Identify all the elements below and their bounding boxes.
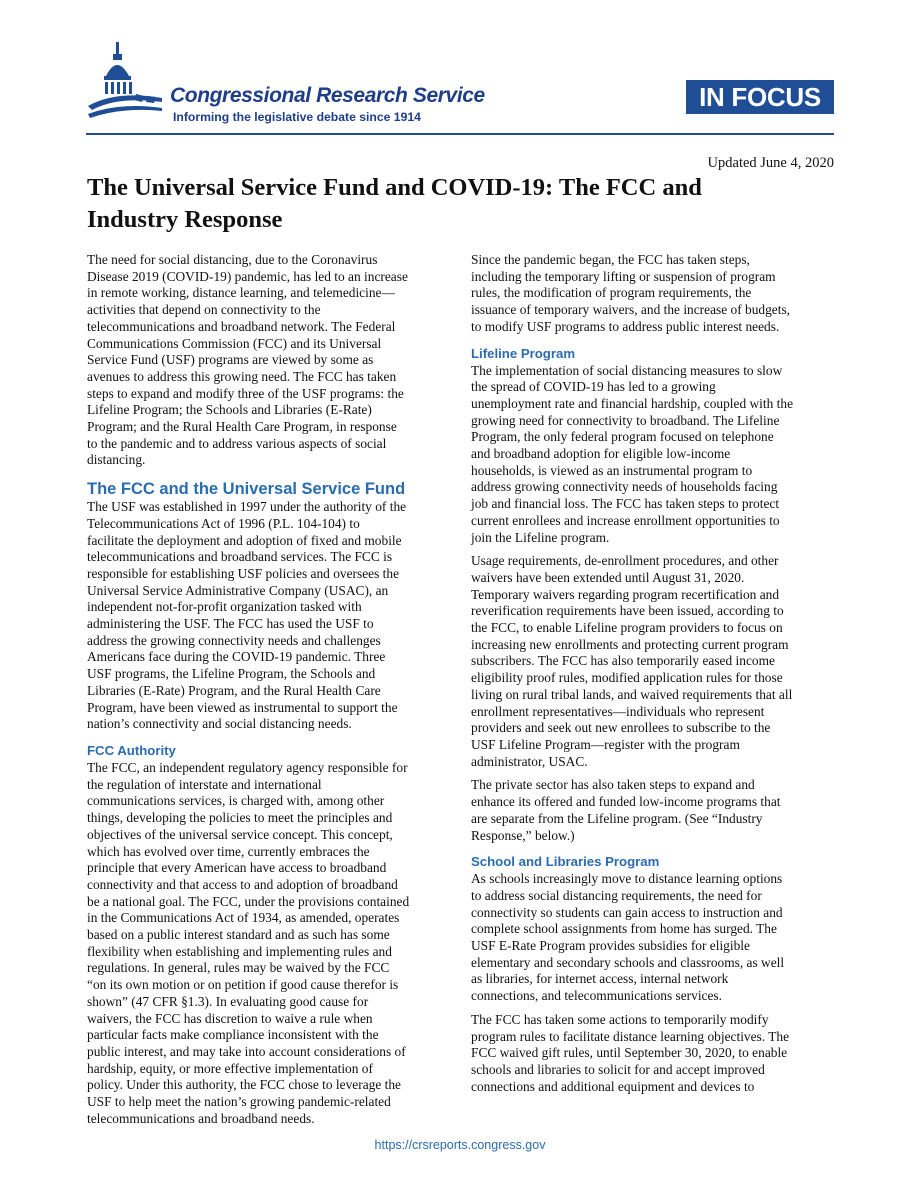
- text-line: address growing connectivity needs of households facing: [471, 479, 778, 495]
- subsection-heading: School and Libraries Program: [471, 854, 660, 870]
- text-line: telecommunications and broadband services. The FCC is: [87, 549, 393, 565]
- title-line: The Universal Service Fund and COVID-19: The FCC and: [87, 174, 702, 201]
- school-paragraph: [471, 1012, 833, 1096]
- text-line: in remote working, distance learning, and telemedicine—: [87, 285, 395, 301]
- text-line: flexibility when establishing and implementing rules and: [87, 943, 392, 959]
- section-heading: The FCC and the Universal Service Fund: [87, 480, 406, 499]
- subsection-heading: Lifeline Program: [471, 345, 576, 361]
- text-line: connections, and telecommunications services.: [471, 988, 722, 1004]
- text-line: as libraries, for internet access, internal network: [471, 971, 729, 987]
- text-line: administering the USF. The FCC has used the USF to: [87, 616, 374, 632]
- text-line: eligibility proof rules, modified application rules for those: [471, 670, 783, 686]
- text-line: enrollment representatives—individuals who represent: [471, 703, 765, 719]
- text-line: unemployment rate and financial hardship, coupled with the: [471, 395, 794, 411]
- text-line: Since the pandemic began, the FCC has taken steps,: [471, 252, 750, 267]
- text-line: communications services, is charged with, among other: [87, 793, 385, 809]
- text-line: The FCC, an independent regulatory agency responsible for: [87, 759, 408, 775]
- text-line: program rules to facilitate distance learning objectives. The: [471, 1028, 790, 1044]
- text-line: responsible for establishing USF policies and oversees the: [87, 565, 400, 581]
- text-line: complete school assignments from home has surged. The: [471, 921, 777, 937]
- text-line: steps to expand and modify three of the USF programs: the: [87, 385, 404, 401]
- text-line: subscribers. The FCC has also temporarily eased income: [471, 653, 775, 669]
- text-line: objectives of the universal service concept. This concept,: [87, 826, 393, 842]
- text-line: growing need for connectivity to broadband. The Lifeline: [471, 412, 780, 428]
- page-header: [0, 0, 920, 140]
- text-line: enhance its offered and funded low-income programs that: [471, 794, 781, 810]
- authority-paragraph: [87, 760, 451, 1127]
- text-line: USF Lifeline Program—register with the program: [471, 736, 740, 752]
- text-line: The implementation of social distancing measures to slow: [471, 362, 783, 378]
- text-line: telecommunications and broadband needs.: [87, 1110, 315, 1126]
- text-line: job and financial loss. The FCC has taken steps to protect: [471, 496, 780, 512]
- text-line: increasing new enrollments and protecting current program: [471, 636, 789, 652]
- text-line: Program, the only federal program focused on telephone: [471, 429, 774, 445]
- text-line: which has evolved over time, currently embraces the: [87, 843, 370, 859]
- footer-url[interactable]: https://crsreports.congress.gov: [374, 1138, 546, 1152]
- text-line: Usage requirements, de-enrollment procedures, and other: [471, 553, 779, 569]
- updated-date: Updated June 4, 2020: [707, 155, 834, 171]
- text-line: activities that depend on connectivity to the: [87, 302, 321, 318]
- text-line: telecommunications and broadband network. The Federal: [87, 318, 396, 334]
- text-line: reverification requirements have been issued, according to: [471, 603, 784, 619]
- text-line: connectivity and that access to and adoption of broadband: [87, 876, 398, 892]
- text-line: Telecommunications Act of 1996 (P.L. 104-104) to: [87, 515, 360, 531]
- header-rule: [86, 133, 834, 135]
- text-line: be a national goal. The FCC, under the provisions contained: [87, 893, 410, 909]
- text-line: independent not-for-profit organization tasked with: [87, 599, 362, 615]
- text-line: in the Communications Act of 1934, as amended, operates: [87, 910, 400, 926]
- text-line: USF to help meet the nation’s growing pandemic-related: [87, 1094, 391, 1110]
- text-line: Response,” below.): [471, 827, 575, 843]
- text-line: policy. Under this authority, the FCC chose to leverage the: [87, 1077, 401, 1093]
- lifeline-paragraph: [471, 777, 833, 844]
- text-line: including the temporary lifting or suspension of program: [471, 268, 776, 284]
- text-line: The FCC has taken some actions to temporarily modify: [471, 1011, 769, 1027]
- text-line: facilitate the deployment and adoption of fixed and mobile: [87, 532, 402, 548]
- text-line: based on a public interest standard and as such has some: [87, 927, 390, 943]
- capitol-dome-icon: [86, 40, 164, 130]
- text-line: Universal Service Administrative Company (USAC), an: [87, 582, 389, 598]
- text-line: The need for social distancing, due to the Coronavirus: [87, 252, 378, 267]
- text-line: principle that every American have access to broadband: [87, 860, 387, 876]
- text-line: the FCC, to enable Lifeline program providers to focus on: [471, 620, 783, 636]
- text-line: the spread of COVID-19 has led to a growing: [471, 379, 716, 395]
- section-paragraph: [87, 499, 451, 733]
- text-line: connections and additional equipment and devices to: [471, 1078, 755, 1094]
- text-line: join the Lifeline program.: [471, 529, 610, 545]
- text-line: current enrollees and increase enrollment opportunities to: [471, 512, 780, 528]
- text-line: The USF was established in 1997 under the authority of the: [87, 499, 407, 515]
- text-line: waivers, the FCC has discretion to waive a rule when: [87, 1010, 373, 1026]
- text-line: and broadband adoption for eligible low-income: [471, 446, 731, 462]
- lifeline-paragraph: [471, 363, 833, 547]
- text-line: Communications Commission (FCC) and its Universal: [87, 335, 382, 351]
- text-line: elementary and secondary schools and classrooms, as well: [471, 954, 785, 970]
- text-line: households, is viewed as an instrumental program to: [471, 462, 753, 478]
- text-line: Program; and the Rural Health Care Program, in response: [87, 419, 397, 435]
- text-line: USF E-Rate Program provides subsidies for eligible: [471, 938, 750, 954]
- text-line: address the growing connectivity needs and challenges: [87, 632, 381, 648]
- text-line: Service Fund (USF) programs are viewed by some as: [87, 352, 374, 368]
- text-line: things, developing the policies to meet the principles and: [87, 810, 393, 826]
- text-line: “on its own motion or on petition if good cause therefor is: [87, 977, 399, 993]
- text-line: connectivity so students can gain access to instruction and: [471, 904, 783, 920]
- text-line: to modify USF programs to address public interest needs.: [471, 318, 780, 334]
- title-line: Industry Response: [87, 206, 283, 233]
- text-line: shown” (47 CFR §1.3). In evaluating good cause for: [87, 993, 369, 1009]
- text-line: schools and libraries to solicit for and accept improved: [471, 1061, 765, 1077]
- text-line: Americans face during the COVID-19 pandemic. Three: [87, 649, 386, 665]
- text-line: The private sector has also taken steps to expand and: [471, 777, 755, 793]
- text-line: Libraries (E-Rate) Program, and the Rural Health Care: [87, 682, 381, 698]
- intro-paragraph: [471, 252, 833, 336]
- text-line: waivers have been extended until August 31, 2020.: [471, 569, 745, 585]
- text-line: Lifeline Program; the Schools and Libraries (E-Rate): [87, 402, 372, 418]
- text-line: Temporary waivers regarding program recertification and: [471, 586, 780, 602]
- school-paragraph: [471, 871, 833, 1005]
- text-line: regulations. In general, rules may be waived by the FCC: [87, 960, 390, 976]
- text-line: rules, the modification of program requirements, the: [471, 285, 752, 301]
- org-tagline: Informing the legislative debate since 1914: [173, 110, 421, 124]
- page-title: [87, 172, 827, 236]
- intro-paragraph: [87, 252, 451, 469]
- text-line: FCC waived gift rules, until September 30, 2020, to enable: [471, 1045, 788, 1061]
- text-line: living on rural tribal lands, and waived requirements that all: [471, 686, 793, 702]
- text-line: issuance of temporary waivers, and the increase of budgets,: [471, 302, 791, 318]
- text-line: USF programs, the Lifeline Program, the Schools and: [87, 666, 376, 682]
- text-line: to the pandemic and to address various aspects of social: [87, 435, 387, 451]
- in-focus-badge: IN FOCUS: [686, 80, 834, 114]
- text-line: are separate from the Lifeline program. (See “Industry: [471, 810, 763, 826]
- text-line: Program, have been viewed as instrumental to support the: [87, 699, 398, 715]
- subsection-heading: FCC Authority: [87, 742, 176, 758]
- left-column: [87, 252, 451, 1127]
- text-line: nation’s connectivity and social distancing needs.: [87, 716, 352, 732]
- text-line: providers and seek out new enrollees to subscribe to the: [471, 720, 771, 736]
- lifeline-paragraph: [471, 553, 833, 770]
- text-line: the regulation of interstate and international: [87, 776, 322, 792]
- text-line: public interest, and may take into account considerations of: [87, 1043, 406, 1059]
- text-line: Disease 2019 (COVID-19) pandemic, has led to an increase: [87, 268, 408, 284]
- text-line: distancing.: [87, 452, 146, 468]
- text-line: avenues to address this growing need. The FCC has taken: [87, 368, 397, 384]
- text-line: As schools increasingly move to distance learning options: [471, 871, 783, 887]
- text-line: administrator, USAC.: [471, 753, 588, 769]
- right-column: [471, 252, 833, 1095]
- org-name: Congressional Research Service: [170, 84, 485, 107]
- text-line: to address social distancing requirements, the need for: [471, 887, 762, 903]
- text-line: hardship, equity, or more effective implementation of: [87, 1060, 373, 1076]
- text-line: particular facts make compliance inconsistent with the: [87, 1027, 379, 1043]
